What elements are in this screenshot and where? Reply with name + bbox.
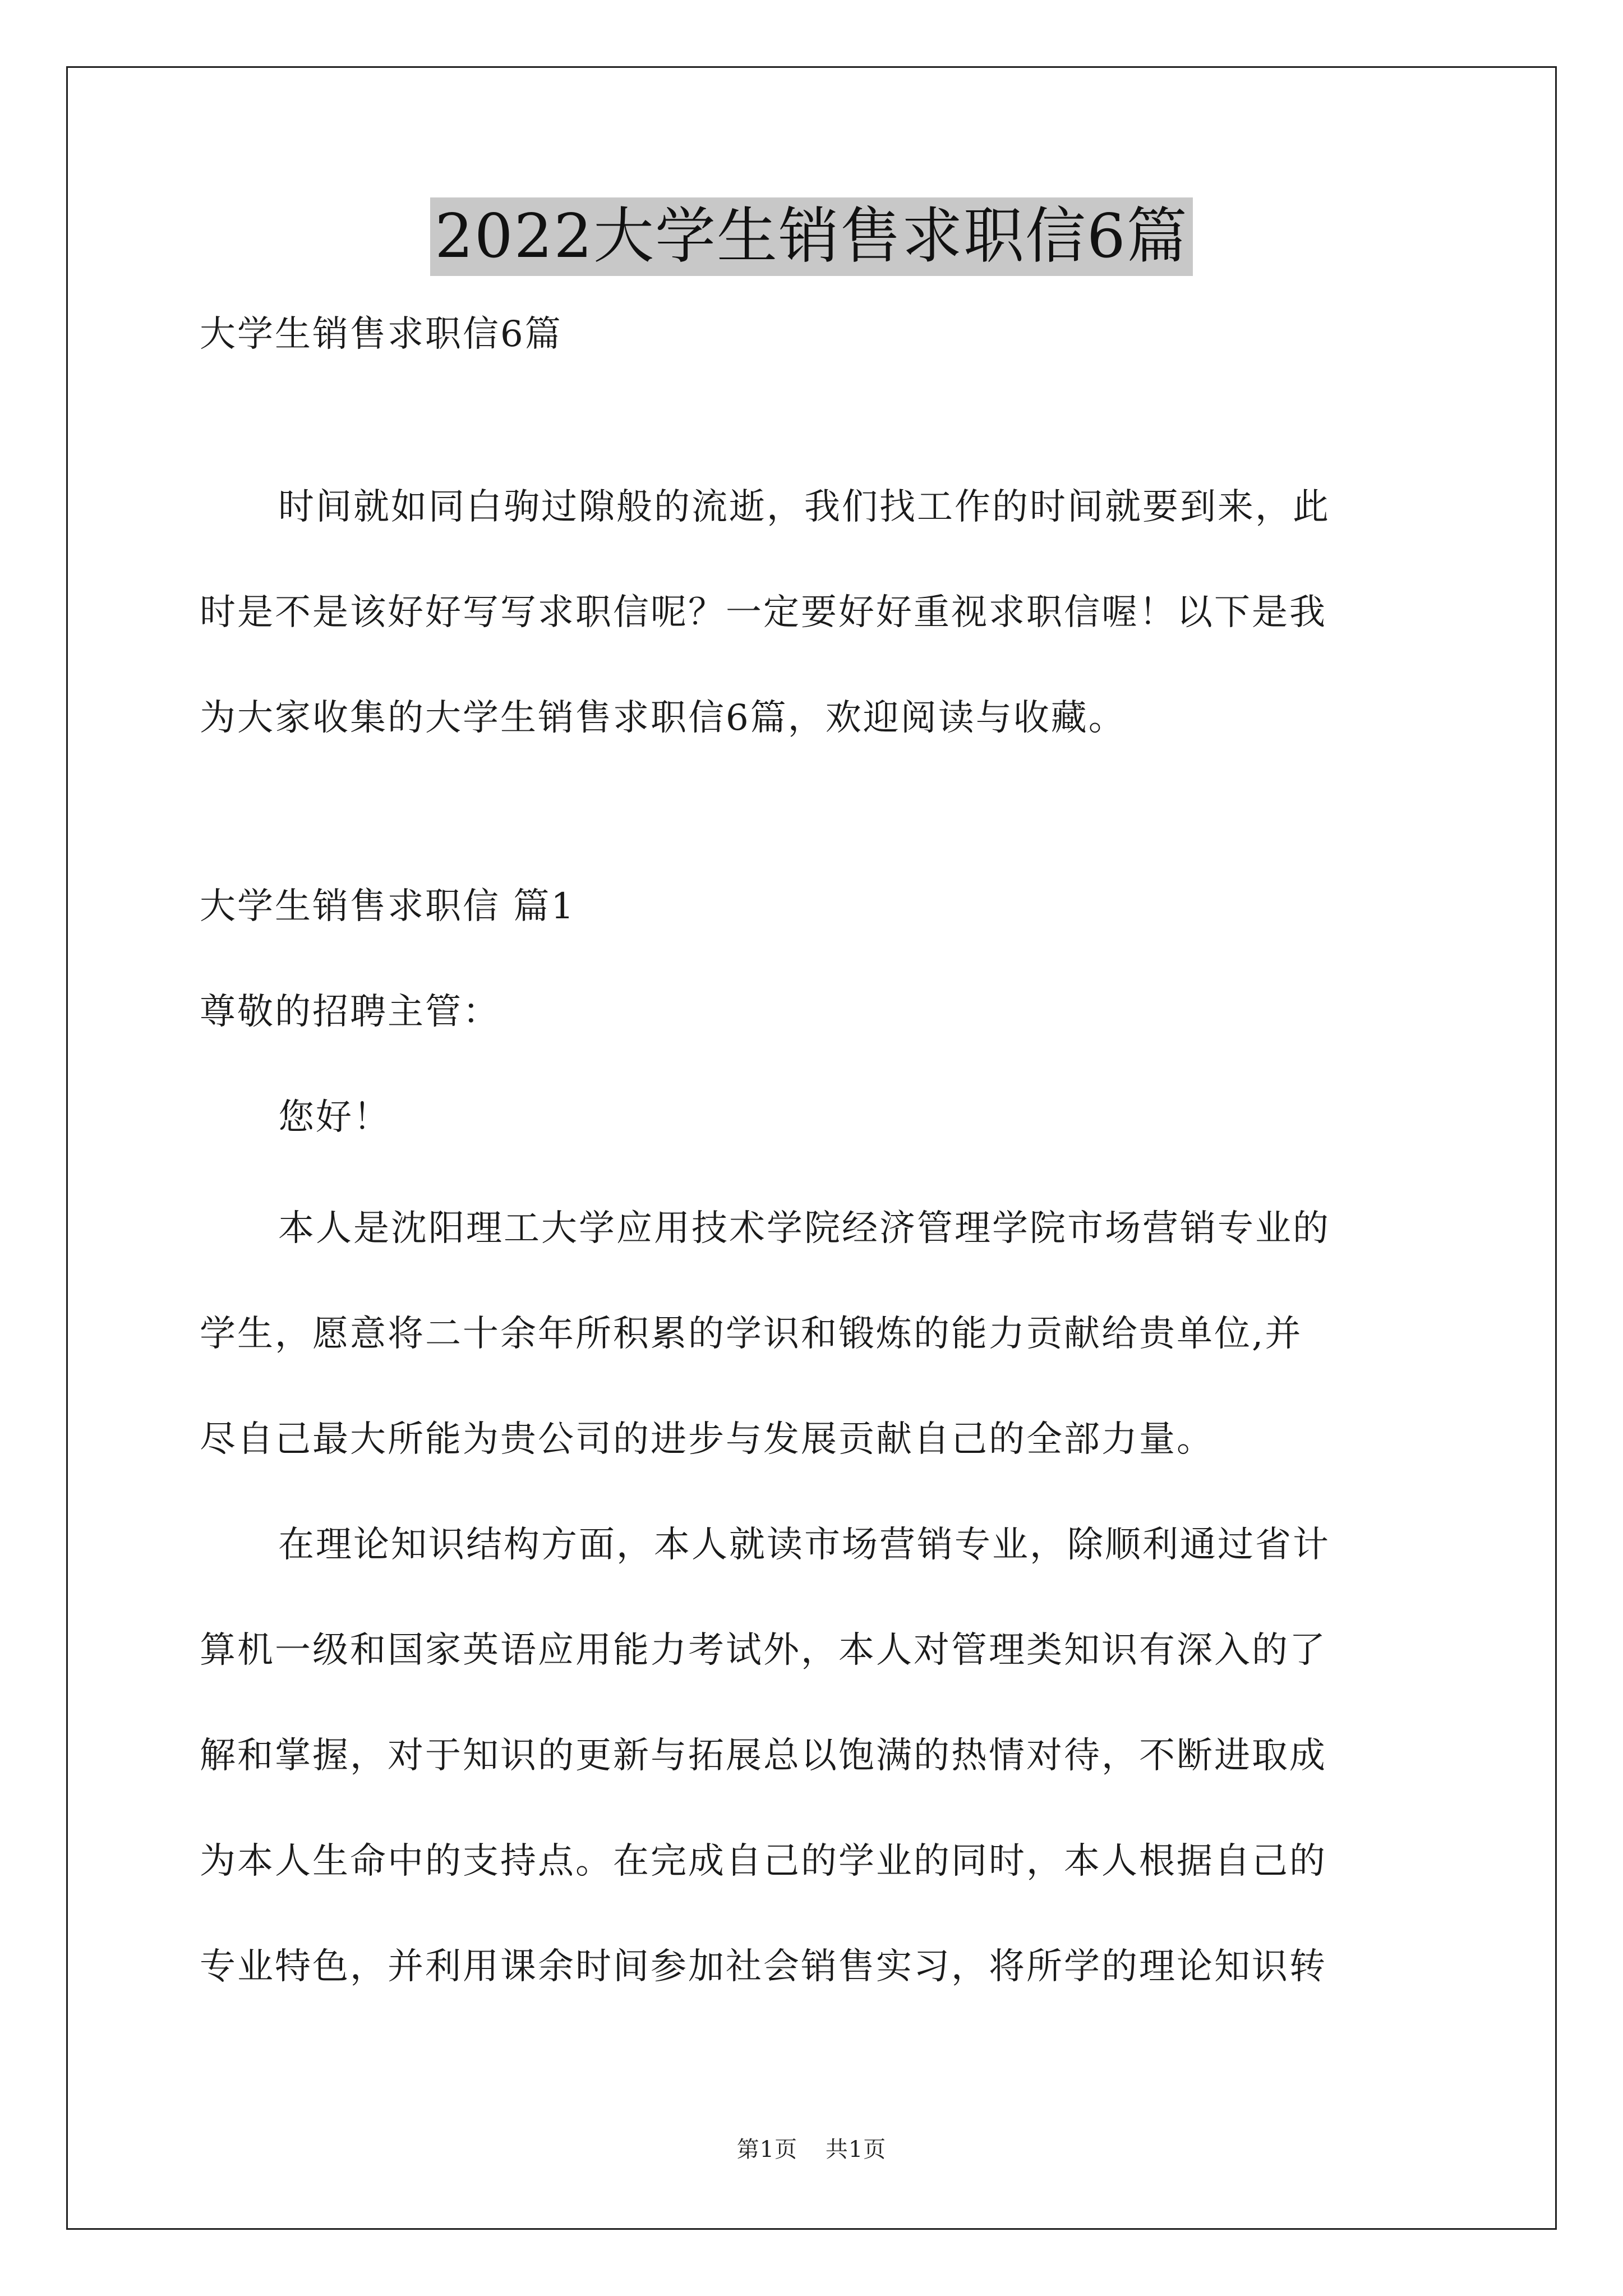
paragraph-line: 本人是沈阳理工大学应用技术学院经济管理学院市场营销专业的 (278, 1208, 1330, 1249)
page-total: 共1页 (825, 2137, 887, 2162)
paragraph-line: 尽自己最大所能为贵公司的进步与发展贡献自己的全部力量。 (200, 1419, 1214, 1460)
document-title: 2022大学生销售求职信6篇 (430, 197, 1193, 276)
intro-line: 为大家收集的大学生销售求职信6篇，欢迎阅读与收藏。 (200, 697, 1126, 739)
section-heading: 大学生销售求职信 篇1 (200, 886, 576, 927)
intro-line: 时间就如同白驹过隙般的流逝，我们找工作的时间就要到来，此 (278, 486, 1330, 528)
subtitle: 大学生销售求职信6篇 (200, 314, 562, 355)
intro-paragraph (200, 454, 1330, 771)
paragraph-line: 专业特色，并利用课余时间参加社会销售实习，将所学的理论知识转 (200, 1946, 1327, 1987)
paragraph-line: 为本人生命中的支持点。在完成自己的学业的同时，本人根据自己的 (200, 1841, 1327, 1882)
paragraph-line: 学生，愿意将二十余年所积累的学识和锻炼的能力贡献给贵单位,并 (200, 1313, 1303, 1355)
paragraph-1 (200, 1176, 1330, 1492)
title-wrapper (0, 197, 1623, 276)
paragraph-line: 算机一级和国家英语应用能力考试外，本人对管理类知识有深入的了 (200, 1630, 1327, 1671)
greeting: 您好！ (278, 1097, 391, 1138)
salutation: 尊敬的招聘主管： (200, 991, 500, 1033)
page-number: 第1页 (736, 2137, 798, 2162)
paragraph-line: 在理论知识结构方面，本人就读市场营销专业，除顺利通过省计 (278, 1524, 1330, 1566)
paragraph-line: 解和掌握，对于知识的更新与拓展总以饱满的热情对待，不断进取成 (200, 1735, 1327, 1777)
intro-line: 时是不是该好好写写求职信呢？一定要好好重视求职信喔！以下是我 (200, 592, 1327, 633)
paragraph-2 (200, 1492, 1330, 2019)
page-footer (0, 2132, 1623, 2164)
